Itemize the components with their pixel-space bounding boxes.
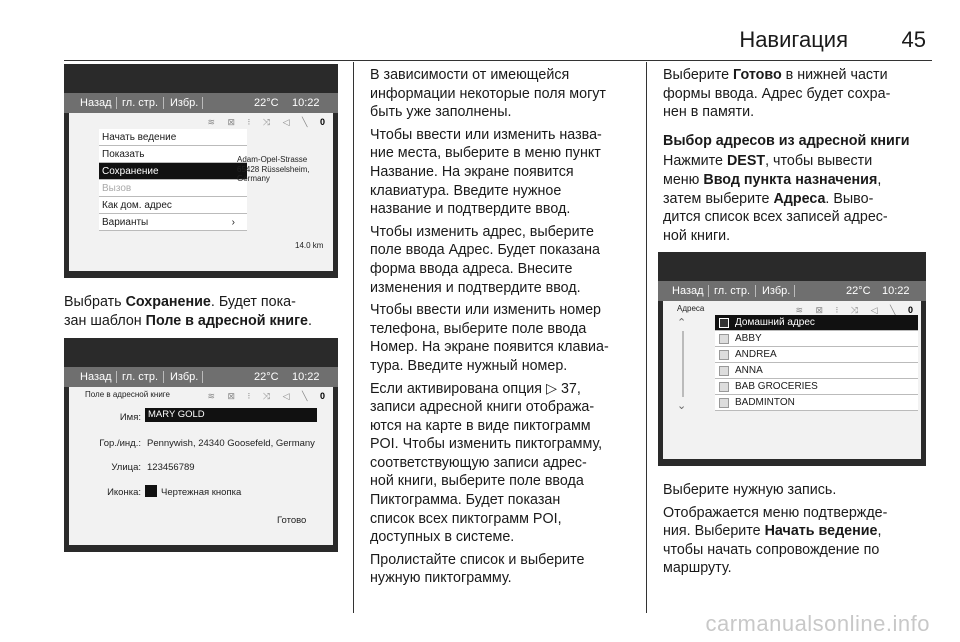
column-3-text-bottom — [663, 481, 935, 582]
city-field[interactable]: Pennywish, 24340 Goosefeld, Germany — [147, 438, 315, 449]
page-number: 45 — [901, 27, 926, 52]
top-bar — [64, 367, 338, 387]
clock: 10:22 — [882, 285, 910, 297]
watermark-site: carmanualsonline.info — [705, 611, 930, 636]
paragraph: Отображается меню подтвержде- ния. Выберите Начать ведение, чтобы начать сопровождение по маршруту. — [663, 504, 888, 577]
contact-icon — [719, 334, 729, 344]
paragraph: Пролистайте список и выберите нужную пиктограмму. — [370, 551, 585, 587]
screen — [69, 113, 333, 271]
scrollbar[interactable] — [682, 331, 684, 397]
temperature: 22°C — [254, 97, 279, 109]
paragraph: Если активирована опция ▷ 37, записи адресной книги отобража- ются на карте в виде пиктограмм POI. Чтобы изменить пиктограмму, соответствующую записи адрес- ной книги, выберите поле ввода Пиктограмма. Будет показан список всех пиктограмм POI, доступных в системе. — [370, 380, 603, 546]
home-icon — [719, 318, 729, 328]
top-bar — [64, 93, 338, 113]
section-heading: Выбор адресов из адресной книги — [663, 132, 910, 149]
paragraph: Выберите Готово в нижней части формы ввода. Адрес будет сохра- нен в памяти. — [663, 67, 891, 121]
column-divider-1 — [353, 62, 354, 613]
page-reference[interactable]: 37 — [560, 380, 577, 397]
favorites-button[interactable]: Избр. — [170, 97, 199, 109]
chevron-right-icon: › — [231, 217, 235, 228]
screenshot-address-book-field — [64, 338, 338, 552]
header-divider — [64, 60, 932, 61]
home-button[interactable]: гл. стр. — [714, 285, 751, 297]
poi-icon — [719, 382, 729, 392]
screen-title: Поле в адресной книге — [85, 390, 170, 399]
clock: 10:22 — [292, 97, 320, 109]
column-2-text — [370, 66, 642, 592]
contact-icon — [719, 398, 729, 408]
paragraph: Чтобы ввести или изменить назва- ние места, выберите в меню пункт Название. На экране появится клавиатура. Введите нужное название и подтвердите ввод. — [370, 126, 602, 218]
distance: 14.0 km — [295, 241, 324, 250]
pushpin-icon — [145, 485, 157, 497]
scroll-down-icon[interactable]: ⌄ — [677, 400, 687, 412]
icon-label: Иконка: — [107, 487, 141, 498]
back-button[interactable]: Назад — [80, 371, 112, 383]
menu-item-set-home[interactable]: Как дом. адрес — [99, 197, 247, 214]
list-item[interactable]: ANNA — [715, 363, 918, 379]
list-item[interactable]: BADMINTON — [715, 395, 918, 411]
list-item[interactable]: ANDREA — [715, 347, 918, 363]
page-title: Навигация — [739, 27, 848, 52]
screenshot-address-list — [658, 252, 926, 466]
screen — [663, 301, 921, 459]
name-field[interactable]: MARY GOLD — [145, 408, 317, 422]
contact-icon — [719, 366, 729, 376]
reference-arrow-icon: ▷ — [546, 380, 557, 397]
menu-item-show[interactable]: Показать — [99, 146, 247, 163]
paragraph: Чтобы ввести или изменить номер телефона, выберите поле ввода Номер. На экране появится клавиа- тура. Введите нужный номер. — [370, 302, 609, 374]
list-item[interactable]: Домашний адрес — [715, 315, 918, 331]
address-line-2: 65428 Rüsselsheim, Germany — [237, 165, 310, 183]
screenshot-save-menu — [64, 64, 338, 278]
done-button[interactable]: Готово — [277, 515, 307, 526]
paragraph: Выберите нужную запись. — [663, 482, 837, 498]
icon-field[interactable]: Чертежная кнопка — [161, 487, 242, 498]
back-button[interactable]: Назад — [672, 285, 704, 297]
paragraph: Чтобы изменить адрес, выберите поле ввода Адрес. Будет показана форма ввода адреса. Внесите изменения и подтвердите ввод. — [370, 223, 600, 296]
page-header — [0, 0, 960, 58]
column-3-text-top — [663, 66, 935, 249]
status-icons: ≋ ⊠ ⁝ ⤨ ◁ ╲ 0 — [207, 117, 325, 127]
temperature: 22°C — [254, 371, 279, 383]
paragraph: В зависимости от имеющейся информации некоторые поля могут быть уже заполнены. — [370, 67, 606, 121]
list-item[interactable]: ABBY — [715, 331, 918, 347]
back-button[interactable]: Назад — [80, 97, 112, 109]
status-icons: ≋ ⊠ ⁝ ⤨ ◁ ╲ 0 — [795, 305, 913, 315]
menu-item-save[interactable]: Сохранение — [99, 163, 247, 180]
status-icons: ≋ ⊠ ⁝ ⤨ ◁ ╲ 0 — [207, 391, 325, 401]
street-field[interactable]: 123456789 — [147, 462, 195, 473]
paragraph: Нажмите DEST, чтобы вывести меню Ввод пункта назначения, затем выберите Адреса. Выво- дится список всех записей адрес- ной книги. — [663, 153, 888, 244]
menu-item-start-guidance[interactable]: Начать ведение — [99, 129, 247, 146]
address-line-1: Adam-Opel-Strasse — [237, 155, 308, 164]
temperature: 22°C — [846, 285, 871, 297]
home-button[interactable]: гл. стр. — [122, 97, 159, 109]
name-label: Имя: — [119, 412, 141, 423]
city-label: Гор./инд.: — [99, 438, 141, 449]
menu-item-call[interactable]: Вызов — [99, 180, 247, 197]
scroll-up-icon[interactable]: ⌃ — [677, 317, 687, 329]
column-divider-2 — [646, 62, 647, 613]
caption-save: Выбрать Сохранение. Будет пока- зан шаблон Поле в адресной книге. — [64, 294, 312, 329]
contact-icon — [719, 350, 729, 360]
favorites-button[interactable]: Избр. — [762, 285, 791, 297]
menu-item-options[interactable]: Варианты › — [99, 214, 247, 231]
street-label: Улица: — [111, 462, 141, 473]
home-button[interactable]: гл. стр. — [122, 371, 159, 383]
screen — [69, 387, 333, 545]
screen-title: Адреса — [677, 304, 705, 313]
clock: 10:22 — [292, 371, 320, 383]
top-bar — [658, 281, 926, 301]
favorites-button[interactable]: Избр. — [170, 371, 199, 383]
list-item[interactable]: BAB GROCERIES — [715, 379, 918, 395]
